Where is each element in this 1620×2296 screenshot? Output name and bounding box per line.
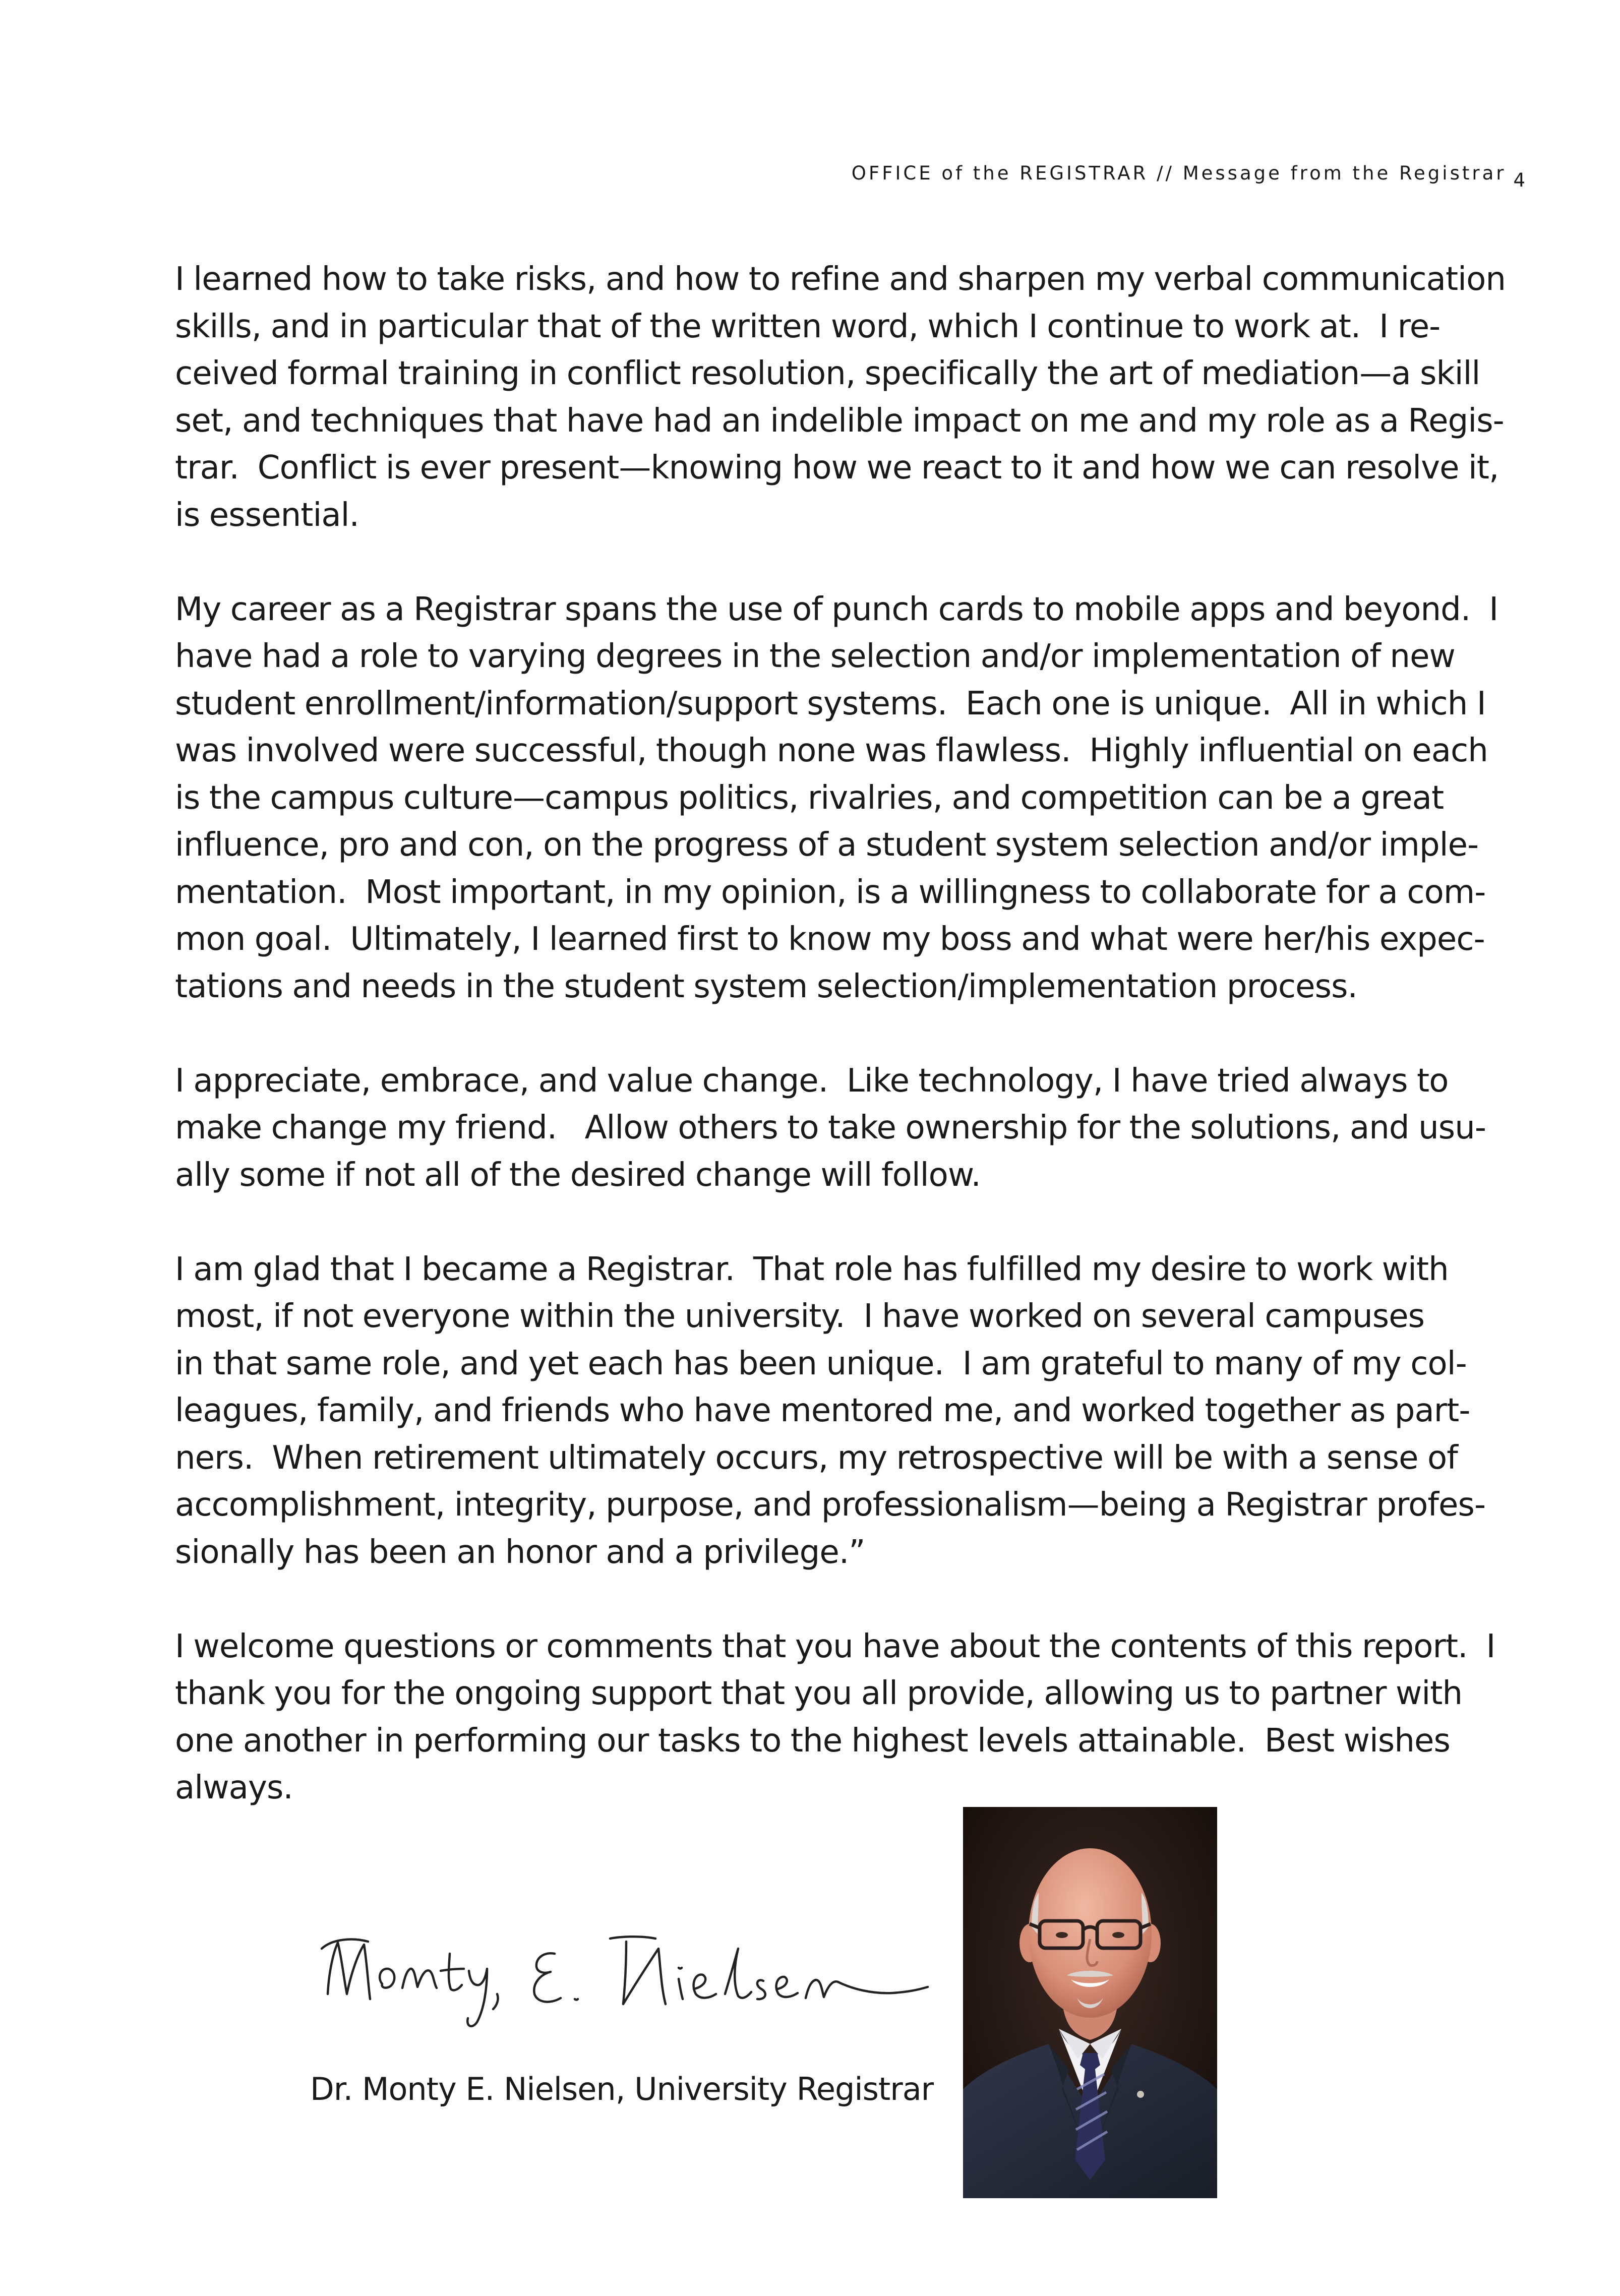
paragraph: [175, 1246, 1506, 1577]
text-line: I welcome questions or comments that you have about the contents of this report. I: [175, 1627, 1495, 1665]
page-number: 4: [1513, 169, 1525, 191]
running-head: [851, 162, 1525, 191]
text-line: is essential.: [175, 496, 359, 534]
text-line: thank you for the ongoing support that you all provide, allowing us to partner with: [175, 1675, 1463, 1712]
message-body: [175, 256, 1506, 1812]
text-line: in that same role, and yet each has been unique. I am grateful to many of my col-: [175, 1345, 1467, 1382]
portrait-illustration: [963, 1807, 1217, 2198]
text-line: sionally has been an honor and a privilege.”: [175, 1533, 865, 1571]
text-line: mentation. Most important, in my opinion, is a willingness to collaborate for a com-: [175, 873, 1486, 911]
text-line: My career as a Registrar spans the use of punch cards to mobile apps and beyond. I: [175, 590, 1498, 628]
text-line: mon goal. Ultimately, I learned first to know my boss and what were her/his expec-: [175, 921, 1485, 958]
text-line: most, if not everyone within the university. I have worked on several campuses: [175, 1298, 1425, 1335]
text-line: have had a role to varying degrees in the selection and/or implementation of new: [175, 638, 1456, 675]
text-line: one another in performing our tasks to the highest levels attainable. Best wishes: [175, 1722, 1450, 1760]
text-line: leagues, family, and friends who have mentored me, and worked together as part-: [175, 1392, 1470, 1429]
text-line: was involved were successful, though none was flawless. Highly influential on each: [175, 732, 1488, 769]
paragraph: [175, 1058, 1506, 1199]
text-line: ceived formal training in conflict resolution, specifically the art of mediation—a skill: [175, 355, 1480, 392]
running-head-text: OFFICE of the REGISTRAR // Message from the Registrar: [851, 162, 1507, 184]
text-line: set, and techniques that have had an indelible impact on me and my role as a Regis-: [175, 402, 1504, 440]
paragraph: [175, 1623, 1506, 1812]
handwritten-signature: [318, 1918, 973, 2039]
text-line: I am glad that I became a Registrar. That role has fulfilled my desire to work with: [175, 1250, 1449, 1288]
text-line: I appreciate, embrace, and value change. Like technology, I have tried always to: [175, 1062, 1449, 1100]
paragraph: [175, 586, 1506, 1011]
paragraph: [175, 256, 1506, 539]
text-line: ally some if not all of the desired change will follow.: [175, 1156, 981, 1194]
text-line: accomplishment, integrity, purpose, and professionalism—being a Registrar profes-: [175, 1486, 1486, 1524]
text-line: always.: [175, 1769, 293, 1806]
text-line: trar. Conflict is ever present—knowing how we react to it and how we can resolve it,: [175, 449, 1499, 487]
text-line: make change my friend. Allow others to take ownership for the solutions, and usu-: [175, 1109, 1486, 1146]
text-line: influence, pro and con, on the progress of a student system selection and/or imple-: [175, 826, 1479, 864]
text-line: is the campus culture—campus politics, rivalries, and competition can be a great: [175, 779, 1444, 817]
signature-caption: Dr. Monty E. Nielsen, University Registrar: [310, 2071, 934, 2107]
text-line: student enrollment/information/support systems. Each one is unique. All in which I: [175, 685, 1486, 722]
text-line: skills, and in particular that of the written word, which I continue to work at. I re-: [175, 308, 1441, 345]
registrar-portrait-photo: [963, 1807, 1217, 2198]
text-line: I learned how to take risks, and how to refine and sharpen my verbal communication: [175, 261, 1506, 298]
signature-drawing: [318, 1918, 973, 2039]
text-line: tations and needs in the student system selection/implementation process.: [175, 968, 1357, 1005]
text-line: ners. When retirement ultimately occurs, my retrospective will be with a sense of: [175, 1439, 1458, 1477]
